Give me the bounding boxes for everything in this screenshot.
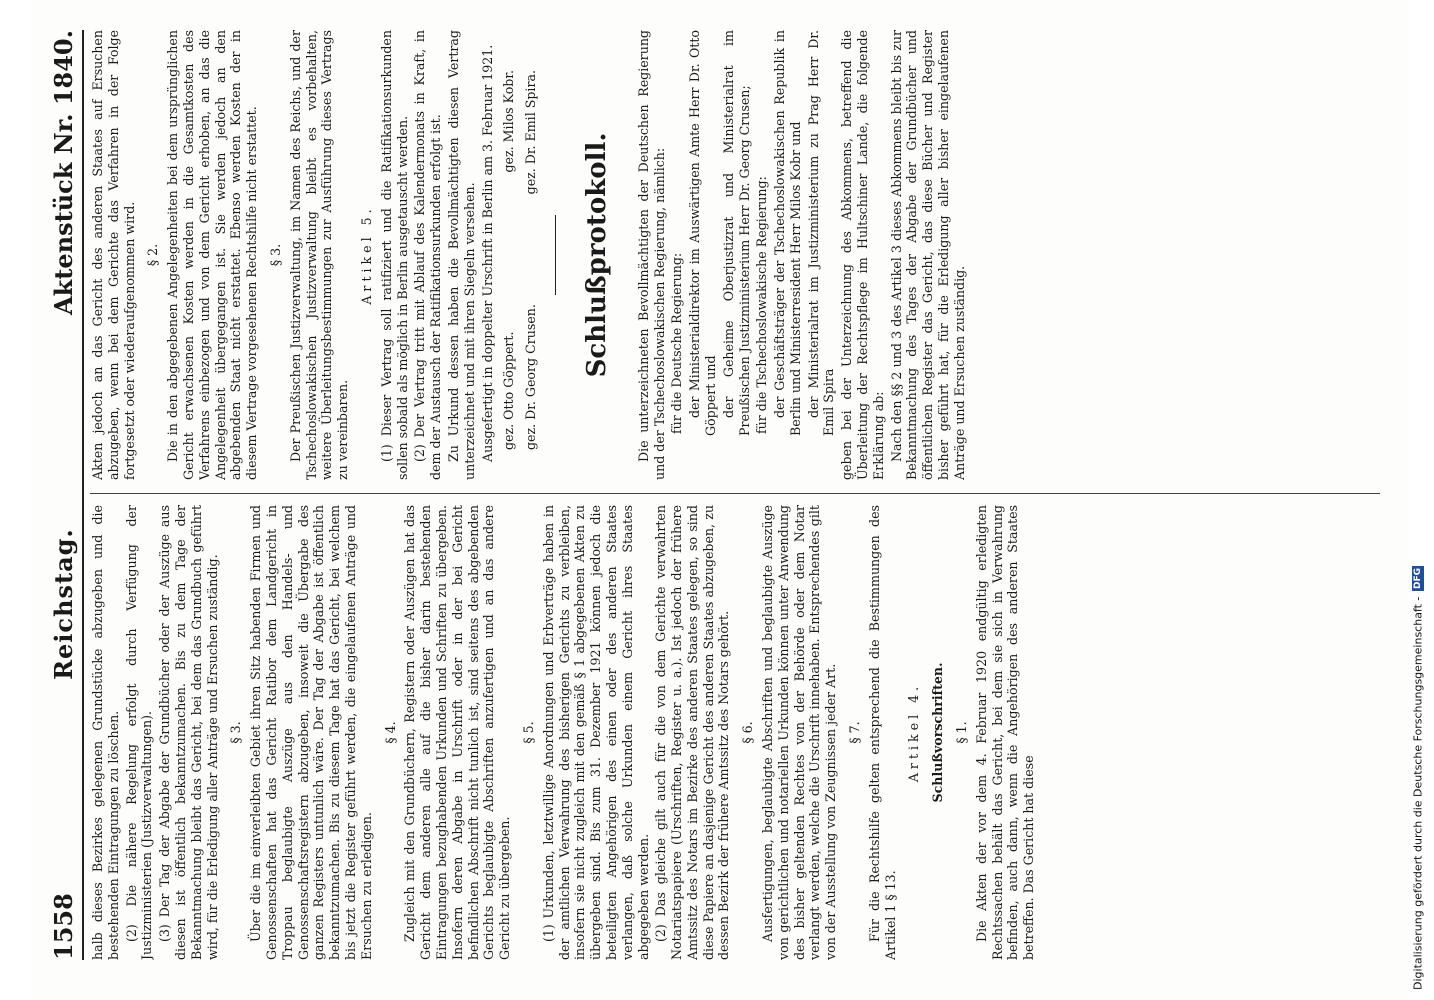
list-heading: für die Tschechoslowakische Regierung: — [754, 176, 770, 434]
signature-crusen: gez. Dr. Georg Crusen. — [523, 304, 539, 450]
paragraph: (2) Der Vertrag tritt mit Ablauf des Kalendermonats in Kraft, in dem der Austausch der Ratifikationsurkunden erfolgt ist. — [412, 30, 444, 480]
paragraph: Über die im einverleibten Gebiet ihren Sitz habenden Firmen und Genossenschaften hat das Gericht Ratibor dem Landgericht in Troppau beglaubigte Auszüge aus den Handels- und Genossenschaftsregistern abzugeben, insoweit die Übergabe des ganzen Registers untunlich wäre. Der Tag der Abgabe ist öffentlich bekanntzumachen. Bis zu diesem Tage hat das Gericht, bei welchem bis jetzt die Register geführt werden, die eingelaufenen Anträge und Ersuchen zu erledigen. — [248, 505, 374, 960]
paragraph: Zugleich mit den Grundbüchern, Registern oder Auszügen hat das Gericht dem anderen alle auf die bisher darin bestehenden Eintragungen bezughabenden Urkunden und Schriften zu übergeben. Insofern deren Abgabe in Urschrift oder in der bei Gericht befindlichen Abschrift nicht tunlich ist, sind seitens des abgebenden Gerichts beglaubigte Abschriften anzufertigen und an das andere Gericht zu übergeben. — [402, 505, 513, 960]
signature-spira: gez. Dr. Emil Spira. — [523, 70, 539, 195]
article-subheading: Schlußvorschriften. — [930, 662, 946, 803]
signature-goeppert: gez. Otto Göppert. — [501, 331, 517, 450]
article-heading: Artikel 5. — [358, 205, 374, 305]
left-column — [90, 505, 1400, 960]
section-heading: § 5. — [520, 721, 536, 744]
credit-text-wrapper — [1408, 10, 1428, 990]
column-divider — [90, 493, 1380, 494]
section-heading: § 3. — [267, 243, 283, 267]
list-item: der Ministerialrat im Justizministerium zu Prag Herr Dr. Emil Spira — [805, 30, 837, 436]
paragraph: (3) Der Tag der Abgabe der Grundbücher oder der Auszüge aus diesen ist öffentlich bekanntzumachen. Bis zu dem Tage der Bekanntmachung bleibt das Gericht, bei dem das Grundbuch geführt wird, für die Erledigung aller Anträge und Ersuchen zuständig. — [157, 505, 220, 960]
paragraph: Ausfertigungen, beglaubigte Abschriften und beglaubigte Auszüge von gerichtlichen und notariellen Urkunden können unter Anwendung des bisher geltenden Rechtes von der Behörde oder dem Notar verlangt werden, welche die Urschrift innehaben. Entsprechendes gilt von der Ausstellung von Zeugnissen jeder Art. — [760, 505, 839, 960]
section-heading: § 3. — [228, 721, 244, 744]
scanned-page — [30, 0, 1410, 1000]
signature-kobr: gez. Milos Kobr. — [501, 70, 517, 173]
paragraph: (1) Urkunden, letztwillige Anordnungen und Erbverträge haben in der amtlichen Verwahrung des bisherigen Gerichts zu verbleiben, insofern sie nicht zugleich mit den gemäß § 1 abgegebenen Akten zu übergeben sind. Bis zum 31. Dezember 1921 können jedoch die beteiligten Angehörigen des einen oder des anderen Staates verlangen, daß solche Urkunden einem Gericht ihres Staates abgegeben werden. — [540, 505, 651, 960]
paragraph: (2) Die nähere Regelung erfolgt durch Verfügung der Justizministerien (Justizverwaltungen). — [123, 505, 155, 960]
paragraph: Für die Rechtshilfe gelten entsprechend die Bestimmungen des Artikel 1 § 13. — [866, 505, 898, 960]
right-column — [90, 30, 1400, 480]
paragraph: Ausgefertigt in doppelter Urschrift in Berlin am 3. Februar 1921. — [479, 44, 495, 462]
section-title: Reichstag. — [49, 528, 78, 680]
paragraph: Nach den §§ 2 und 3 des Artikel 3 dieses Abkommens bleibt bis zur Bekanntmachung des Tages der Abgabe der Grundbücher und öffentlichen Register das Gericht, das diese Bücher und Register bisher geführt hat, für die Erledigung aller bisher eingelaufenen Anträge und Ersuchen zuständig. — [888, 30, 967, 480]
paragraph: Der Preußischen Justizverwaltung, im Namen des Reichs, und der Tschechoslowakischen Justizverwaltung bleibt es vorbehalten, weitere Überleitungsbestimmungen zur Ausführung dieses Vertrags zu vereinbaren. — [287, 30, 351, 480]
article-heading: Artikel 4. — [906, 682, 922, 783]
protocol-title: Schlußprotokoll. — [581, 132, 612, 378]
paragraph: Die unterzeichneten Bevollmächtigten der Deutschen Regierung und der Tschechoslowakischen Regierung, nämlich: — [635, 30, 667, 480]
list-item: der Geschäftsträger der Tschechoslowakischen Republik in Berlin und Ministerresident Herr Milos Kobr und — [772, 30, 803, 436]
paragraph: halb dieses Bezirkes gelegenen Grundstücke abzugeben und die bestehenden Eintragungen zu löschen. — [90, 505, 121, 960]
paragraph: (1) Dieser Vertrag soll ratifiziert und die Ratifikationsurkunden sollen sobald als möglich in Berlin ausgetauscht werden. — [378, 30, 410, 480]
paragraph: Die Akten der vor dem 4. Februar 1920 endgültig erledigten Rechtssachen behält das Gericht, bei dem sie sich in Verwahrung befinden, auch dann, wenn die Angehörigen des anderen Staates betreffen. Das Gericht hat diese — [973, 505, 1037, 960]
digitization-credit — [1408, 10, 1428, 990]
section-heading: § 4. — [382, 721, 398, 744]
credit-text: Digitalisierung gefördert durch die Deutsche Forschungsgemeinschaft - — [1411, 596, 1425, 990]
section-heading: § 2. — [145, 243, 161, 267]
section-heading: § 6. — [740, 721, 756, 744]
signature-row — [501, 30, 517, 480]
list-item: der Ministerialdirektor im Auswärtigen Amte Herr Dr. Otto Göppert und — [687, 30, 718, 436]
section-heading: § 1. — [954, 721, 970, 744]
separator-rule — [555, 215, 556, 295]
list-heading: für die Deutsche Regierung: — [669, 252, 685, 434]
paragraph: Akten jedoch an das Gericht des anderen Staates auf Ersuchen abzugeben, wenn bei dem Gerichte das Verfahren in der Folge fortgesetzt oder wiederaufgenommen wird. — [90, 30, 137, 480]
paragraph: Zu Urkund dessen haben die Bevollmächtigten diesen Vertrag unterzeichnet und mit ihren Siegeln versehen. — [445, 30, 477, 480]
page-number: 1558 — [49, 893, 78, 960]
document-number: Aktenstück Nr. 1840. — [49, 30, 78, 315]
list-item: der Geheime Oberjustizrat und Ministerialrat im Preußischen Justizministerium Herr Dr. Georg Crusen; — [720, 30, 752, 436]
running-header — [38, 30, 84, 960]
paragraph: Die in den abgegebenen Angelegenheiten bei dem ursprünglichen Gericht erwachsenen Kosten werden in die Gesamtkosten des Verfahrens einbezogen und von dem Gericht erhoben, an das die Angelegenheit übergegangen ist. Sie werden jedoch an den abgebenden Staat nicht erstattet. Ebenso werden Kosten der in diesem Vertrage vorgesehenen Rechtshilfe nicht erstattet. — [165, 30, 260, 480]
section-heading: § 7. — [847, 721, 863, 744]
paragraph: (2) Das gleiche gilt auch für die von dem Gerichte verwahrten Notariatspapiere (Urschriften, Register u. a.). Ist jedoch der frühere Amtssitz des Notars im Bezirke des anderen Staates gelegen, so sind diese Papiere an dasjenige Gericht des anderen Staates abzugeben, zu dessen Bezirk der frühere Amtssitz des Notars gehört. — [653, 505, 732, 960]
paragraph: geben bei der Unterzeichnung des Abkommens, betreffend die Überleitung der Rechtspflege im Hultschiner Lande, die folgende Erklärung ab: — [839, 30, 886, 480]
dfg-logo: DFG — [1413, 567, 1423, 589]
signature-row — [523, 30, 539, 480]
